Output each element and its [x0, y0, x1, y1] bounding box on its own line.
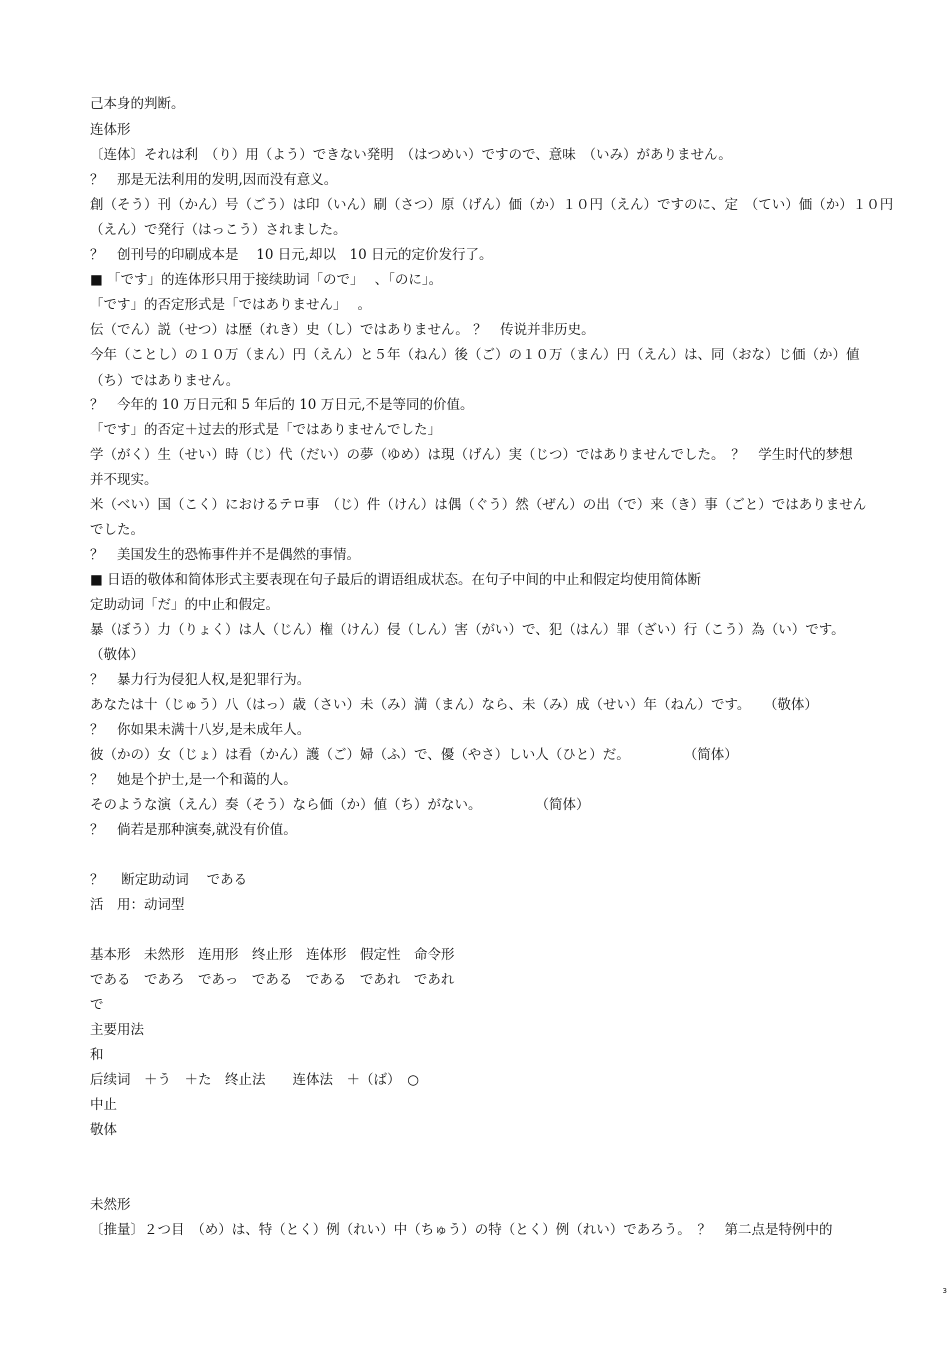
section-heading: 未然形	[90, 1197, 131, 1213]
text-line: 〔连体〕それは利 （り）用（よう）できない発明 （はつめい）ですので、意味 （いみ）がありません。	[90, 147, 732, 163]
conjugation-usage-row: 后续词 ＋う ＋た 终止法 连体法 ＋（ば） ○	[90, 1072, 420, 1088]
text-line: ？ 你如果未满十八岁,是未成年人。	[90, 722, 311, 738]
section-heading: ？ 断定助动词 である	[90, 872, 248, 888]
section-heading: 连体形	[90, 122, 131, 138]
text-line: そのような演（えん）奏（そう）なら価（か）値（ち）がない。 （简体）	[90, 797, 590, 813]
page-number: 3	[942, 1287, 947, 1295]
text-line: ？ 创刊号的印刷成本是 10 日元,却以 10 日元的定价发行了。	[90, 247, 493, 263]
text-line: あなたは十（じゅう）八（はっ）歳（さい）未（み）満（まん）なら、未（み）成（せい）年（ねん）です。 （敬体）	[90, 697, 818, 713]
text-line: 定助动词「だ」的中止和假定。	[90, 597, 279, 613]
text-line: ■ 日语的敬体和简体形式主要表现在句子最后的谓语组成状态。在句子中间的中止和假定均使用简体断	[90, 572, 702, 588]
text-line: ？ 今年的 10 万日元和 5 年后的 10 万日元,不是等同的价值。	[90, 397, 474, 413]
text-line: 彼（かの）女（じょ）は看（かん）護（ご）婦（ふ）で、優（やさ）しい人（ひと）だ。 （简体）	[90, 747, 738, 763]
text-line: 活 用：动词型	[90, 897, 185, 913]
text-line: 己本身的判断。	[90, 96, 185, 112]
text-line: ？ 倘若是那种演奏,就没有价值。	[90, 822, 297, 838]
text-line: （ち）ではありません。	[90, 373, 240, 389]
text-line: 中止	[90, 1097, 117, 1113]
text-line: 主要用法	[90, 1022, 144, 1038]
text-line: 暴（ぼう）力（りょく）は人（じん）権（けん）侵（しん）害（がい）で、犯（はん）罪（ざい）行（こう）為（い）です。	[90, 622, 845, 638]
text-line: 敬体	[90, 1122, 117, 1138]
conjugation-forms-row: である であろ であっ である である であれ であれ	[90, 972, 455, 988]
text-line: 〔推量〕２つ目 （め）は、特（とく）例（れい）中（ちゅう）の特（とく）例（れい）であろう。 ？ 第二点是特例中的	[90, 1222, 833, 1238]
text-line: ？ 她是个护士,是一个和蔼的人。	[90, 772, 297, 788]
text-line: で	[90, 997, 104, 1013]
text-line: でした。	[90, 522, 144, 538]
text-line: （えん）で発行（はっこう）されました。	[90, 222, 347, 238]
text-line: ？ 暴力行为侵犯人权,是犯罪行为。	[90, 672, 311, 688]
text-line: 伝（でん）説（せつ）は歴（れき）史（し）ではありません。 ？ 传说并非历史。	[90, 322, 595, 338]
text-line: 并不现实。	[90, 472, 158, 488]
text-line: ？ 美国发生的恐怖事件并不是偶然的事情。	[90, 547, 360, 563]
text-line: 学（がく）生（せい）時（じ）代（だい）の夢（ゆめ）は現（げん）実（じつ）ではありませんでした。 ？ 学生时代的梦想	[90, 447, 853, 463]
text-line: ？ 那是无法利用的发明,因而没有意义。	[90, 172, 338, 188]
conjugation-header-row: 基本形 未然形 连用形 终止形 连体形 假定性 命令形	[90, 947, 455, 963]
text-line: （敬体）	[90, 647, 144, 663]
text-line: 「です」的否定形式是「ではありません」 。	[90, 297, 372, 313]
text-line: 「です」的否定＋过去的形式是「ではありませんでした」	[90, 422, 441, 438]
text-line: 和	[90, 1047, 104, 1063]
text-line: 米（べい）国（こく）におけるテロ事 （じ）件（けん）は偶（ぐう）然（ぜん）の出（で）来（き）事（ごと）ではありません	[90, 497, 867, 513]
text-line: 今年（ことし）の１０万（まん）円（えん）と５年（ねん）後（ご）の１０万（まん）円（えん）は、同（おな）じ価（か）値	[90, 347, 860, 363]
text-line: 創（そう）刊（かん）号（ごう）は印（いん）刷（さつ）原（げん）価（か）１０円（えん）ですのに、定 （てい）価（か）１０円	[90, 197, 894, 213]
text-line: ■ 「です」的连体形只用于接续助词「ので」 、「のに」。	[90, 272, 443, 288]
